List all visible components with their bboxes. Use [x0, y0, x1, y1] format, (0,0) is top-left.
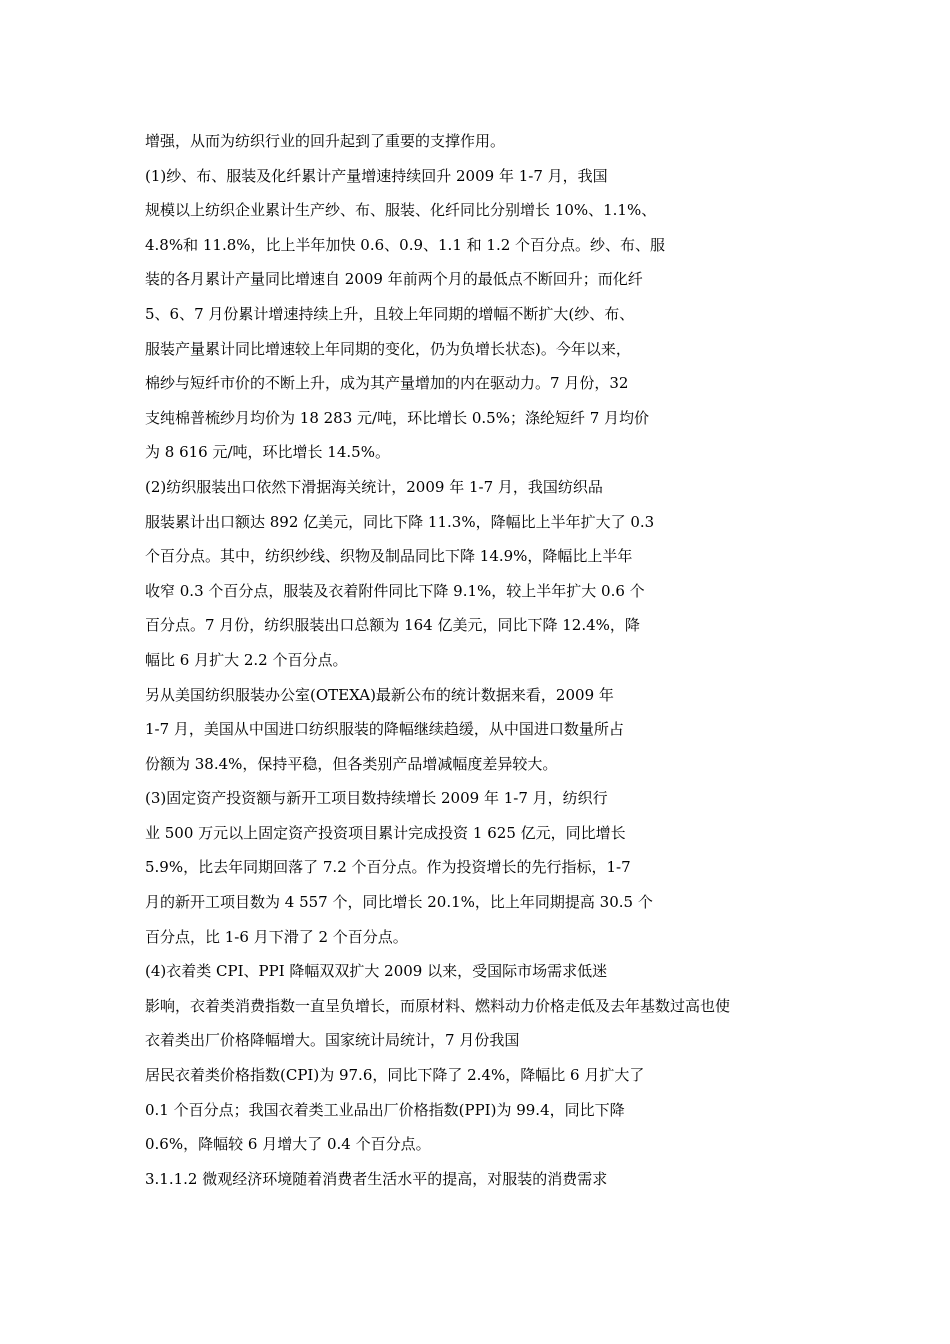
text-line-22: 5.9%，比去年同期回落了 7.2 个百分点。作为投资增长的先行指标，1-7 — [145, 858, 631, 877]
text-line-26: 影响，衣着类消费指数一直呈负增长，而原材料、燃料动力价格走低及去年基数过高也使 — [145, 996, 731, 1015]
text-line-18: 1-7 月，美国从中国进口纺织服装的降幅继续趋缓，从中国进口数量所占 — [145, 720, 624, 739]
text-line-29: 0.1 个百分点；我国衣着类工业品出厂价格指数(PPI)为 99.4，同比下降 — [145, 1100, 625, 1119]
text-line-31: 3.1.1.2 微观经济环境随着消费者生活水平的提高，对服装的消费需求 — [145, 1169, 608, 1188]
text-line-10: 为 8 616 元/吨，环比增长 14.5%。 — [145, 443, 390, 462]
text-line-1: 增强，从而为纺织行业的回升起到了重要的支撑作用。 — [145, 132, 506, 150]
text-line-13: 个百分点。其中，纺织纱线、织物及制品同比下降 14.9%，降幅比上半年 — [145, 547, 633, 566]
text-line-3: 规模以上纺织企业累计生产纱、布、服装、化纤同比分别增长 10%、1.1%、 — [145, 201, 657, 220]
text-line-30: 0.6%，降幅较 6 月增大了 0.4 个百分点。 — [145, 1135, 431, 1154]
text-line-21: 业 500 万元以上固定资产投资项目累计完成投资 1 625 亿元，同比增长 — [145, 823, 626, 842]
text-line-4: 4.8%和 11.8%，比上半年加快 0.6、0.9、1.1 和 1.2 个百分点。纱、布、服 — [145, 235, 666, 254]
text-line-15: 百分点。7 月份，纺织服装出口总额为 164 亿美元，同比下降 12.4%，降 — [145, 616, 640, 635]
text-line-14: 收窄 0.3 个百分点，服装及衣着附件同比下降 9.1%，较上半年扩大 0.6 个 — [145, 581, 645, 600]
text-line-8: 棉纱与短纤市价的不断上升，成为其产量增加的内在驱动力。7 月份，32 — [145, 374, 629, 393]
text-line-19: 份额为 38.4%，保持平稳，但各类别产品增减幅度差异较大。 — [145, 754, 558, 773]
text-line-23: 月的新开工项目数为 4 557 个，同比增长 20.1%，比上年同期提高 30.5 个 — [145, 893, 653, 912]
text-line-7: 服装产量累计同比增速较上年同期的变化，仍为负增长状态)。今年以来， — [145, 339, 631, 358]
text-line-25: (4)衣着类 CPI、PPI 降幅双双扩大 2009 以来，受国际市场需求低迷 — [145, 962, 608, 981]
text-line-12: 服装累计出口额达 892 亿美元，同比下降 11.3%，降幅比上半年扩大了 0.3 — [145, 512, 655, 531]
body-text — [145, 124, 845, 1196]
text-line-20: (3)固定资产投资额与新开工项目数持续增长 2009 年 1-7 月，纺织行 — [145, 789, 608, 808]
text-line-17: 另从美国纺织服装办公室(OTEXA)最新公布的统计数据来看，2009 年 — [145, 685, 614, 704]
text-line-16: 幅比 6 月扩大 2.2 个百分点。 — [145, 650, 348, 669]
text-line-6: 5、6、7 月份累计增速持续上升，且较上年同期的增幅不断扩大(纱、布、 — [145, 304, 635, 323]
text-line-24: 百分点，比 1-6 月下滑了 2 个百分点。 — [145, 927, 408, 946]
text-line-5: 装的各月累计产量同比增速自 2009 年前两个月的最低点不断回升；而化纤 — [145, 270, 643, 289]
text-line-28: 居民衣着类价格指数(CPI)为 97.6，同比下降了 2.4%，降幅比 6 月扩大了 — [145, 1066, 645, 1085]
text-line-9: 支纯棉普梳纱月均价为 18 283 元/吨，环比增长 0.5%；涤纶短纤 7 月均价 — [145, 408, 650, 427]
text-line-2: (1)纱、布、服装及化纤累计产量增速持续回升 2009 年 1-7 月，我国 — [145, 166, 608, 185]
text-line-27: 衣着类出厂价格降幅增大。国家统计局统计，7 月份我国 — [145, 1031, 520, 1050]
text-line-11: (2)纺织服装出口依然下滑据海关统计，2009 年 1-7 月，我国纺织品 — [145, 477, 603, 496]
